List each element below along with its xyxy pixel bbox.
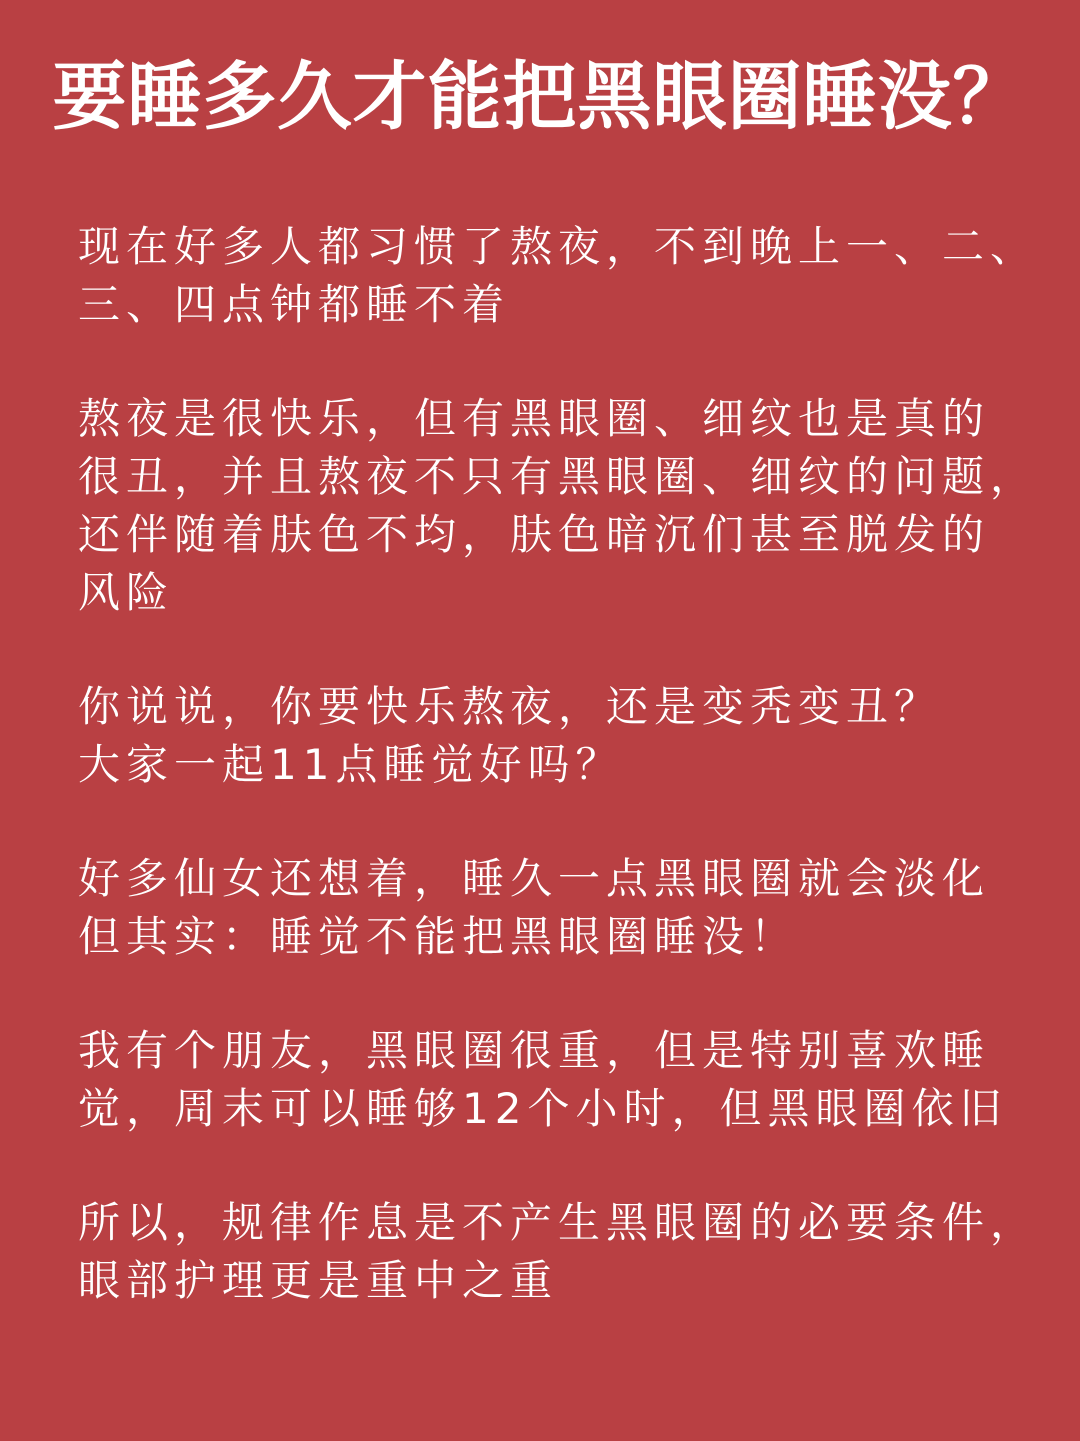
text-line: 熬夜是很快乐，但有黑眼圈、细纹也是真的 [78, 394, 991, 443]
paragraph-6 [78, 1194, 1038, 1310]
text-line: 现在好多人都习惯了熬夜，不到晚上一、二、 [78, 222, 1039, 271]
paragraph-2 [78, 390, 1038, 622]
paragraph-1 [78, 218, 1038, 334]
text-line: 还伴随着肤色不均，肤色暗沉们甚至脱发的 [78, 510, 991, 559]
article-body [78, 218, 1038, 1366]
text-line: 三、四点钟都睡不着 [78, 280, 511, 329]
text-line: 眼部护理更是重中之重 [78, 1256, 559, 1305]
text-line: 好多仙女还想着，睡久一点黑眼圈就会淡化 [78, 854, 991, 903]
paragraph-3 [78, 678, 1038, 794]
text-line: 风险 [78, 568, 175, 617]
text-line: 大家一起11点睡觉好吗？ [78, 740, 624, 789]
paragraph-4 [78, 850, 1038, 966]
text-line: 你说说，你要快乐熬夜，还是变秃变丑？ [78, 682, 943, 731]
text-line: 很丑，并且熬夜不只有黑眼圈、细纹的问题， [78, 452, 1039, 501]
text-line: 觉，周末可以睡够12个小时，但黑眼圈依旧 [78, 1084, 1008, 1133]
text-line: 所以，规律作息是不产生黑眼圈的必要条件， [78, 1198, 1039, 1247]
text-line: 但其实：睡觉不能把黑眼圈睡没！ [78, 912, 799, 961]
paragraph-5 [78, 1022, 1038, 1138]
page-title: 要睡多久才能把黑眼圈睡没？ [52, 54, 1028, 140]
text-line: 我有个朋友，黑眼圈很重，但是特别喜欢睡 [78, 1026, 991, 1075]
